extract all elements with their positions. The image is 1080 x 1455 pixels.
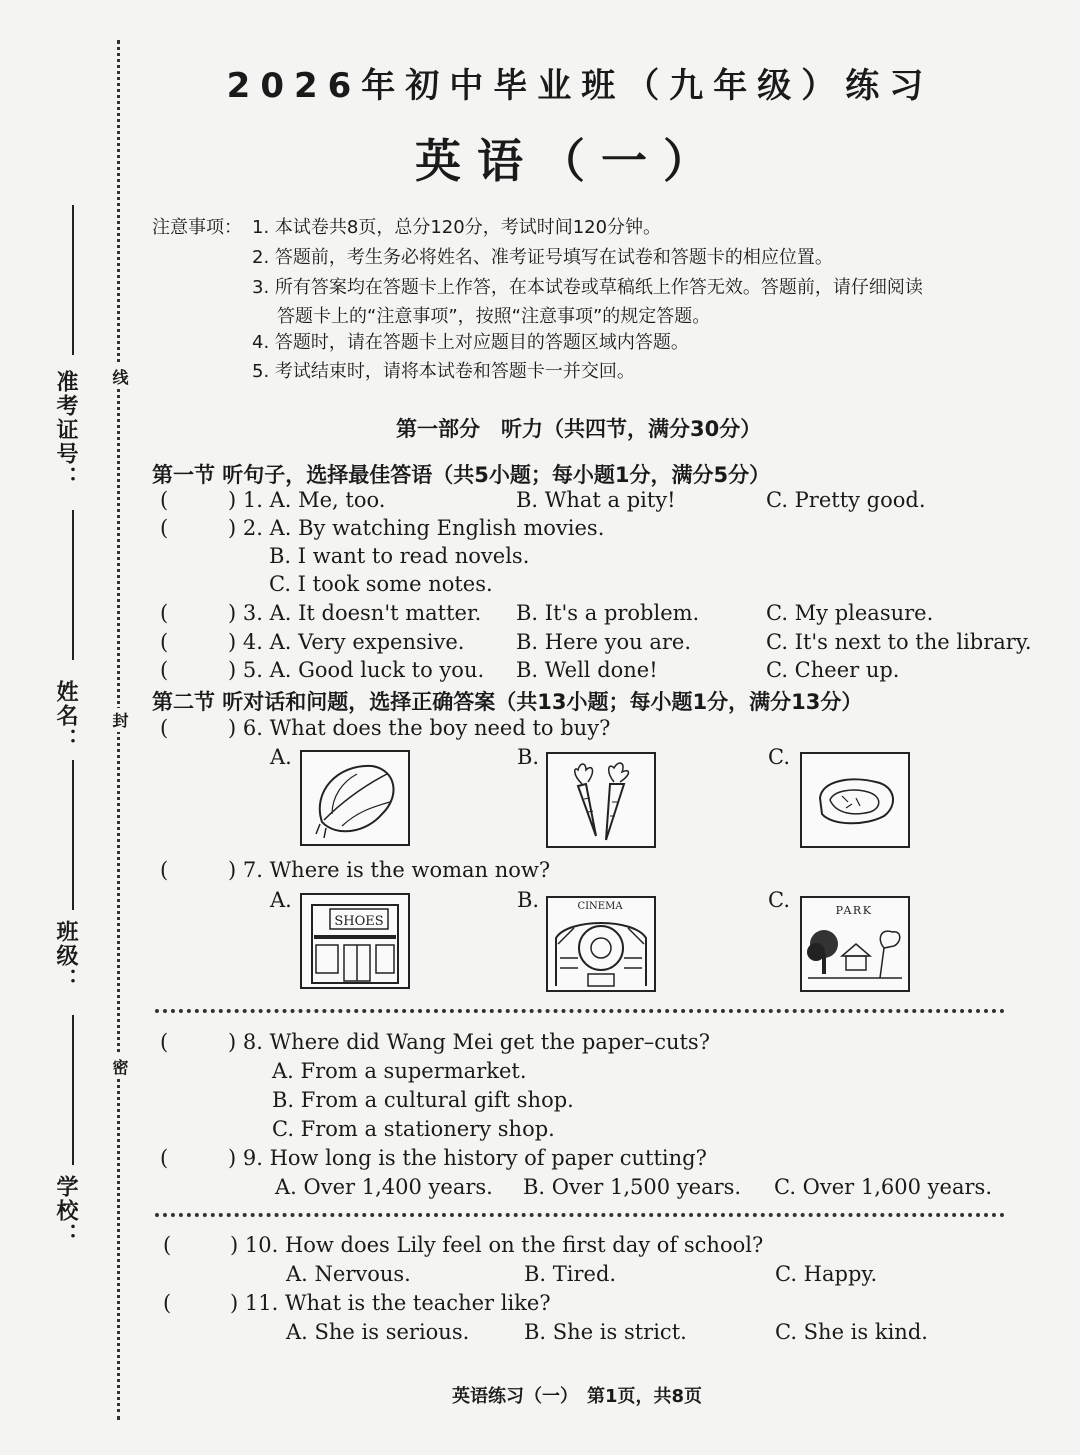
q1-stem: ) 1. A. Me, too. <box>228 488 386 512</box>
q3-stem: ) 3. A. It doesn't matter. <box>228 601 482 625</box>
q3-option-b: B. It's a problem. <box>516 601 700 625</box>
section1-title: 第一节 听句子，选择最佳答语（共5小题；每小题1分，满分5分） <box>152 463 771 487</box>
q11-option-c: C. She is kind. <box>775 1320 928 1344</box>
q7-stem: ) 7. Where is the woman now? <box>228 858 551 882</box>
q2-option-b: B. I want to read novels. <box>269 544 530 568</box>
q11-option-b: B. She is strict. <box>524 1320 687 1344</box>
binding-xian-char: 线 <box>108 365 131 389</box>
shoes-sign-text: SHOES <box>334 914 384 929</box>
class-underline-top <box>72 760 74 910</box>
q1-option-c: C. Pretty good. <box>766 488 926 512</box>
q10-stem: ) 10. How does Lily feel on the first day of school? <box>230 1233 764 1257</box>
cabbage-icon <box>302 752 408 844</box>
exam-no-label: 准考证号： <box>53 370 78 490</box>
name-underline-top <box>72 510 74 660</box>
school-label: 学校： <box>53 1175 78 1247</box>
carrots-picture <box>546 752 656 848</box>
q4-option-b: B. Here you are. <box>516 630 692 654</box>
q10-option-b: B. Tired. <box>524 1262 617 1286</box>
note-item-3-cont: 答题卡上的“注意事项”，按照“注意事项”的规定答题。 <box>277 306 711 327</box>
q8-option-a: A. From a supermarket. <box>272 1059 527 1083</box>
meat-picture <box>800 752 910 848</box>
q10-option-a: A. Nervous. <box>286 1262 411 1286</box>
q4-stem: ) 4. A. Very expensive. <box>228 630 465 654</box>
q6-paren: ( <box>160 716 169 740</box>
q8-option-c: C. From a stationery shop. <box>272 1117 555 1141</box>
note-item-1: 1. 本试卷共8页，总分120分，考试时间120分钟。 <box>252 217 662 238</box>
q9-option-c: C. Over 1,600 years. <box>774 1175 992 1199</box>
q3-paren: ( <box>160 601 169 625</box>
park-sign-text: PARK <box>835 904 873 917</box>
school-underline-top <box>72 1015 74 1165</box>
class-label: 班级： <box>53 920 78 992</box>
page-footer: 英语练习（一） 第1页，共8页 <box>452 1386 703 1407</box>
shoe-shop-picture <box>300 893 410 989</box>
note-item-4: 4. 答题时，请在答题卡上对应题目的答题区域内答题。 <box>252 332 689 353</box>
q8-option-b: B. From a cultural gift shop. <box>272 1088 574 1112</box>
cinema-picture <box>546 896 656 992</box>
q2-stem: ) 2. A. By watching English movies. <box>228 516 605 540</box>
dotted-divider-2 <box>155 1213 1005 1217</box>
q6-option-b-label: B. <box>517 745 540 769</box>
park-icon <box>802 898 908 990</box>
q10-option-c: C. Happy. <box>775 1262 878 1286</box>
q11-option-a: A. She is serious. <box>286 1320 470 1344</box>
q11-paren: ( <box>163 1291 172 1315</box>
exam-title: 2026年初中毕业班（九年级）练习 <box>226 66 934 106</box>
q10-paren: ( <box>163 1233 172 1257</box>
cinema-icon <box>548 898 654 990</box>
exam-subtitle: 英语（一） <box>415 134 725 188</box>
carrots-icon <box>548 754 654 846</box>
q4-paren: ( <box>160 630 169 654</box>
cabbage-picture <box>300 750 410 846</box>
q1-paren: ( <box>160 488 169 512</box>
q1-option-b: B. What a pity! <box>516 488 676 512</box>
name-label: 姓名： <box>53 680 78 752</box>
q9-stem: ) 9. How long is the history of paper cutting? <box>228 1146 707 1170</box>
q5-option-c: C. Cheer up. <box>766 658 900 682</box>
q5-option-b: B. Well done! <box>516 658 658 682</box>
shoe-shop-icon <box>302 895 408 987</box>
q5-stem: ) 5. A. Good luck to you. <box>228 658 485 682</box>
q8-paren: ( <box>160 1030 169 1054</box>
q2-option-c: C. I took some notes. <box>269 572 493 596</box>
q6-stem: ) 6. What does the boy need to buy? <box>228 716 611 740</box>
part1-title: 第一部分 听力（共四节，满分30分） <box>396 417 762 441</box>
q9-paren: ( <box>160 1146 169 1170</box>
q2-paren: ( <box>160 516 169 540</box>
q11-stem: ) 11. What is the teacher like? <box>230 1291 551 1315</box>
q3-option-c: C. My pleasure. <box>766 601 934 625</box>
q7-paren: ( <box>160 858 169 882</box>
note-item-3: 3. 所有答案均在答题卡上作答，在本试卷或草稿纸上作答无效。答题前，请仔细阅读 <box>252 277 923 298</box>
q7-option-c-label: C. <box>768 888 790 912</box>
q5-paren: ( <box>160 658 169 682</box>
q4-option-c: C. It's next to the library. <box>766 630 1032 654</box>
steak-icon <box>802 754 908 846</box>
section2-title: 第二节 听对话和问题，选择正确答案（共13小题；每小题1分，满分13分） <box>152 690 863 714</box>
park-picture <box>800 896 910 992</box>
q7-option-a-label: A. <box>270 888 292 912</box>
dotted-divider-1 <box>155 1009 1005 1013</box>
notes-heading: 注意事项： <box>152 217 242 238</box>
note-item-2: 2. 答题前，考生务必将姓名、准考证号填写在试卷和答题卡的相应位置。 <box>252 247 833 268</box>
q9-option-b: B. Over 1,500 years. <box>523 1175 742 1199</box>
binding-mi-char: 密 <box>108 1055 131 1079</box>
q8-stem: ) 8. Where did Wang Mei get the paper–cuts? <box>228 1030 710 1054</box>
q7-option-b-label: B. <box>517 888 540 912</box>
cinema-sign-text: CINEMA <box>577 901 623 912</box>
binding-feng-char: 封 <box>108 708 131 732</box>
q9-option-a: A. Over 1,400 years. <box>275 1175 493 1199</box>
note-item-5: 5. 考试结束时，请将本试卷和答题卡一并交回。 <box>252 361 635 382</box>
q6-option-a-label: A. <box>270 745 292 769</box>
q6-option-c-label: C. <box>768 745 790 769</box>
exam-no-underline <box>72 205 74 355</box>
